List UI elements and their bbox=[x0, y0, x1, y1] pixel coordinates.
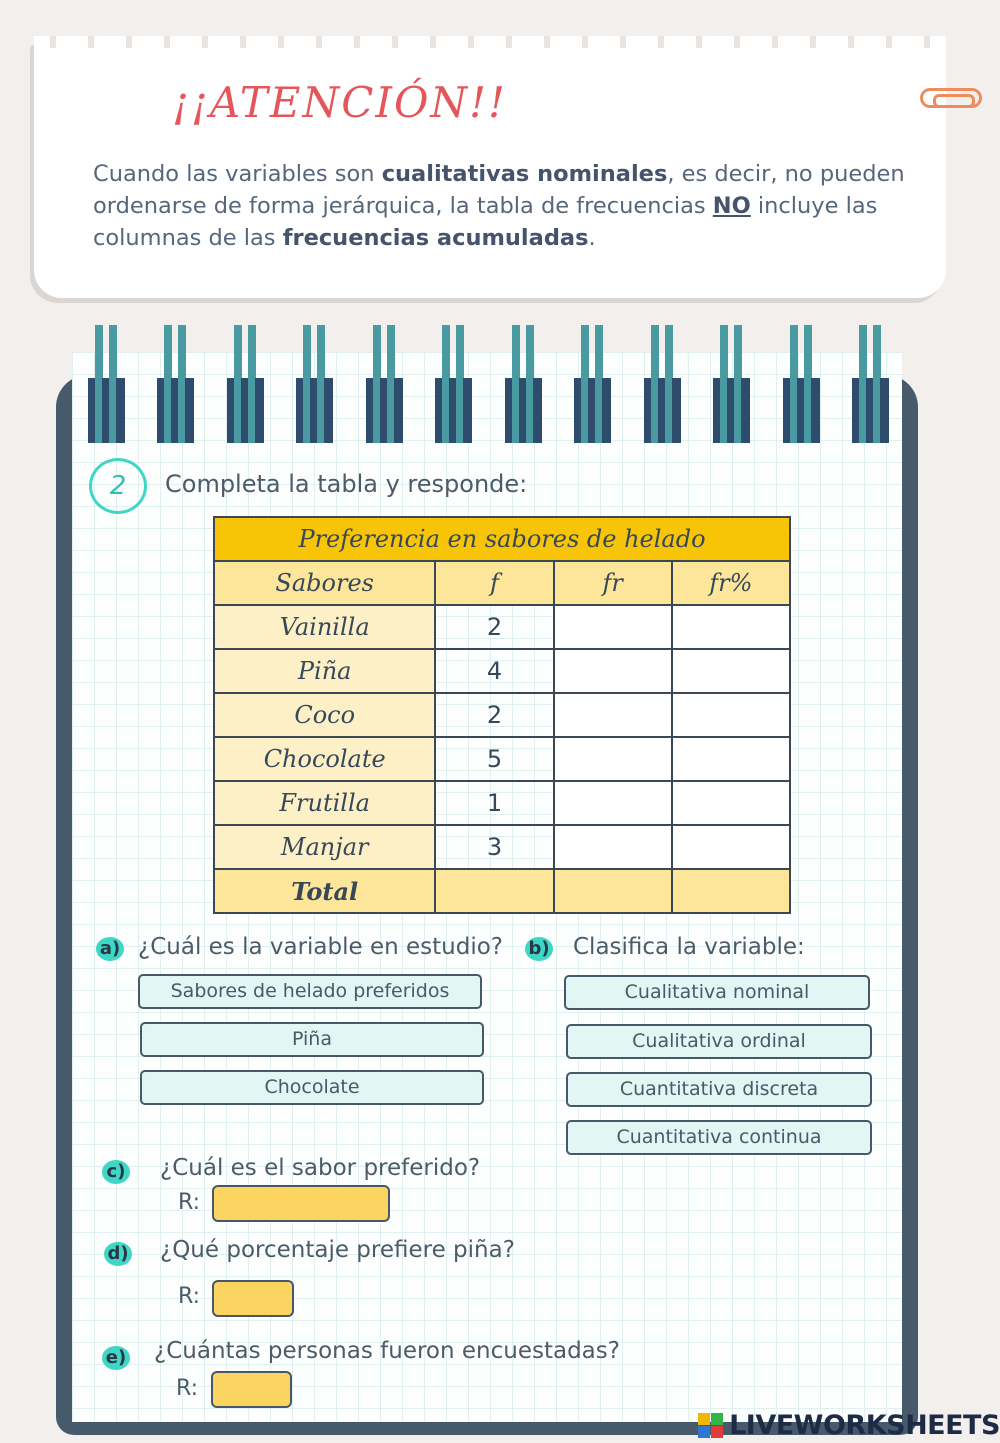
table-row bbox=[214, 693, 790, 737]
option-a-1[interactable]: Sabores de helado preferidos bbox=[138, 974, 482, 1009]
f-cell: 5 bbox=[435, 737, 553, 781]
fr-input-cell[interactable] bbox=[554, 693, 672, 737]
flavor-cell: Chocolate bbox=[214, 737, 435, 781]
spiral-ring-icon bbox=[505, 325, 542, 443]
attention-text: Cuando las variables son cualitativas nominales, es decir, no pueden ordenarse de forma jerárquica, la tabla de frecuencias NO incluye las columnas de las frecuencias acumuladas. bbox=[93, 161, 905, 251]
spiral-ring-icon bbox=[644, 325, 681, 443]
answer-d-label: R: bbox=[178, 1284, 201, 1309]
torn-edge bbox=[34, 36, 946, 48]
liveworksheets-watermark bbox=[698, 1410, 1000, 1440]
table-row bbox=[214, 781, 790, 825]
answer-e-label: R: bbox=[176, 1376, 199, 1401]
question-e-text: ¿Cuántas personas fueron encuestadas? bbox=[154, 1338, 620, 1364]
answer-d-input[interactable] bbox=[212, 1280, 294, 1317]
f-cell: 4 bbox=[435, 649, 553, 693]
total-label: Total bbox=[214, 869, 435, 913]
option-b-3[interactable]: Cuantitativa discreta bbox=[566, 1072, 872, 1107]
spiral-ring-icon bbox=[88, 325, 125, 443]
flavor-cell: Frutilla bbox=[214, 781, 435, 825]
header-f: f bbox=[435, 561, 553, 605]
spiral-ring-icon bbox=[435, 325, 472, 443]
f-cell: 3 bbox=[435, 825, 553, 869]
option-a-3[interactable]: Chocolate bbox=[140, 1070, 484, 1105]
spiral-ring-icon bbox=[157, 325, 194, 443]
watermark-text: LIVEWORKSHEETS bbox=[729, 1410, 1000, 1441]
option-b-1[interactable]: Cualitativa nominal bbox=[564, 975, 870, 1010]
spiral-ring-icon bbox=[574, 325, 611, 443]
flavor-cell: Coco bbox=[214, 693, 435, 737]
answer-c-input[interactable] bbox=[212, 1185, 390, 1222]
total-f-input[interactable] bbox=[435, 869, 553, 913]
fr-input-cell[interactable] bbox=[554, 605, 672, 649]
table-title: Preferencia en sabores de helado bbox=[214, 517, 790, 561]
answer-e-input[interactable] bbox=[211, 1371, 292, 1408]
question-number: 2 bbox=[89, 458, 147, 514]
header-fr-percent: fr% bbox=[672, 561, 790, 605]
fr-input-cell[interactable] bbox=[554, 781, 672, 825]
fr-input-cell[interactable] bbox=[554, 825, 672, 869]
header-sabores: Sabores bbox=[214, 561, 435, 605]
mark-c: c) bbox=[102, 1160, 130, 1184]
header-fr: fr bbox=[554, 561, 672, 605]
total-row bbox=[214, 869, 790, 913]
question-a-text: ¿Cuál es la variable en estudio? bbox=[138, 934, 504, 960]
flavor-cell: Piña bbox=[214, 649, 435, 693]
table-row bbox=[214, 605, 790, 649]
answer-c-label: R: bbox=[178, 1190, 201, 1215]
spiral-ring-icon bbox=[783, 325, 820, 443]
total-fr-percent-input[interactable] bbox=[672, 869, 790, 913]
total-fr-input[interactable] bbox=[554, 869, 672, 913]
spiral-ring-icon bbox=[852, 325, 889, 443]
fr-input-cell[interactable] bbox=[554, 649, 672, 693]
question-title: Completa la tabla y responde: bbox=[165, 470, 528, 498]
mark-b: b) bbox=[525, 937, 553, 961]
spiral-ring-icon bbox=[296, 325, 333, 443]
mark-d: d) bbox=[104, 1242, 132, 1266]
mark-e: e) bbox=[102, 1346, 130, 1370]
fr-input-cell[interactable] bbox=[554, 737, 672, 781]
fr-percent-input-cell[interactable] bbox=[672, 781, 790, 825]
option-a-2[interactable]: Piña bbox=[140, 1022, 484, 1057]
spiral-binding bbox=[88, 325, 888, 443]
flavor-cell: Vainilla bbox=[214, 605, 435, 649]
spiral-ring-icon bbox=[366, 325, 403, 443]
f-cell: 1 bbox=[435, 781, 553, 825]
flavor-cell: Manjar bbox=[214, 825, 435, 869]
fr-percent-input-cell[interactable] bbox=[672, 693, 790, 737]
f-cell: 2 bbox=[435, 693, 553, 737]
table-row bbox=[214, 649, 790, 693]
spiral-ring-icon bbox=[227, 325, 264, 443]
question-b-text: Clasifica la variable: bbox=[573, 934, 805, 960]
paperclip-icon bbox=[920, 88, 982, 108]
table-row bbox=[214, 737, 790, 781]
question-d-text: ¿Qué porcentaje prefiere piña? bbox=[160, 1237, 515, 1263]
fr-percent-input-cell[interactable] bbox=[672, 649, 790, 693]
fr-percent-input-cell[interactable] bbox=[672, 825, 790, 869]
spiral-ring-icon bbox=[713, 325, 750, 443]
fr-percent-input-cell[interactable] bbox=[672, 605, 790, 649]
option-b-4[interactable]: Cuantitativa continua bbox=[566, 1120, 872, 1155]
question-c-text: ¿Cuál es el sabor preferido? bbox=[160, 1155, 481, 1181]
option-b-2[interactable]: Cualitativa ordinal bbox=[566, 1024, 872, 1059]
liveworksheets-logo-icon bbox=[698, 1413, 724, 1439]
table-row bbox=[214, 825, 790, 869]
mark-a: a) bbox=[96, 937, 124, 961]
f-cell: 2 bbox=[435, 605, 553, 649]
attention-title: ¡¡ATENCIÓN!! bbox=[172, 78, 507, 127]
frequency-table bbox=[213, 516, 791, 914]
fr-percent-input-cell[interactable] bbox=[672, 737, 790, 781]
